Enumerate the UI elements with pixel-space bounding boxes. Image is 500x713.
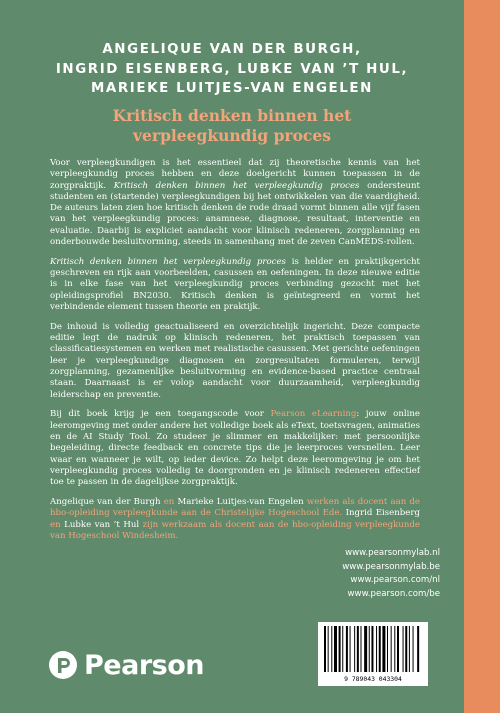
website-url[interactable]: www.pearson.com/nl xyxy=(350,575,440,586)
blurb-text xyxy=(50,158,420,551)
pearson-logo-text: Pearson xyxy=(84,649,204,681)
title-line: Kritisch denken binnen het xyxy=(112,106,352,125)
title-line: verpleegkundig proces xyxy=(133,126,331,145)
author-line: MARIEKE LUITJES-VAN ENGELEN xyxy=(91,81,373,96)
website-url[interactable]: www.pearsonmylab.be xyxy=(342,561,440,572)
pearson-logo-icon xyxy=(48,650,78,680)
isbn-barcode xyxy=(318,622,428,686)
website-url[interactable]: www.pearsonmylab.nl xyxy=(345,548,440,558)
paragraph-content: De inhoud is volledig geactualiseerd en overzichtelijk ingericht. Deze compacte editie legt de nadruk op klinisch redeneren, het praktisch toepassen van classificatiesystemen en werken met realistische casussen. Met gerichte oefeningen leer je verpleegkundige diagnosen en zorgresultaten formuleren, terwijl zorgplanning, gezamenlijke besluitvorming en evidence-based practice centraal staan. Daarnaast is er volop aandacht voor duurzaamheid, verpleegkundig leiderschap en preventie. xyxy=(50,321,420,400)
author-line: ANGELIQUE VAN DER BURGH, xyxy=(102,42,362,57)
barcode-bars xyxy=(324,626,422,672)
book-title xyxy=(0,106,464,146)
isbn-number: 9 789043 043304 xyxy=(344,675,402,683)
author-line: INGRID EISENBERG, LUBKE VAN ’T HUL, xyxy=(55,61,409,77)
paragraph-elearning: Bij dit boek krijg je een toegangscode voor Pearson eLearning: jouw online leeromgeving met onder andere het volledige boek als eText, toetsvragen, animaties en de AI Study Tool. Zo studeer je slimmer en makkelijker: met persoonlijke begeleiding, directe feedback en concrete tips die je leerproces versnellen. Leer waar en wanneer je wilt, op ieder device. Zo helpt deze leeromgeving je om het verpleegkundig proces volledig te doorgronden en je klinisch redeneren effectief toe te passen in de dagelijkse zorgpraktijk. xyxy=(50,409,420,488)
pearson-logo xyxy=(48,648,204,682)
author-names xyxy=(0,40,464,99)
paragraph-edition: Kritisch denken binnen het verpleegkundig proces is helder en praktijkgericht geschreven en rijk aan voorbeelden, casussen en oefeningen. In deze nieuwe editie is in elke fase van het verpleegkundig proces verbinding gezocht met het opleidingsprofiel BN2030. Kritisch denken is geïntegreerd en vormt het verbindende element tussen theorie en praktijk. xyxy=(50,256,421,313)
website-url[interactable]: www.pearson.com/be xyxy=(347,588,440,599)
paragraph-authors-bio: Angelique van der Burgh en Marieke Luitjes-van Engelen werken als docent aan de hbo-opleiding verpleegkunde aan de Christelijke Hogeschool Ede. Ingrid Eisenberg en Lubke van ’t Hul zijn werkzaam als docent aan de hbo-opleiding verpleegkunde van Hogeschool Windesheim. xyxy=(50,497,421,541)
pearson-elearning-link[interactable]: Pearson eLearning xyxy=(270,409,357,420)
website-list xyxy=(300,547,440,601)
orange-side-stripe xyxy=(464,0,500,713)
paragraph-intro: Voor verpleegkundigen is het essentieel dat zij theoretische kennis van het verpleegkundig proces hebben en deze doelgericht kunnen toepassen in de zorgpraktijk. Kritisch denken binnen het verpleegkundig proces ondersteunt studenten en (startende) verpleegkundigen bij het ontwikkelen van die vaardigheid. De auteurs laten zien hoe kritisch denken de rode draad vormt binnen alle vijf fasen van het verpleegkundig proces: anamnese, diagnose, resultaat, interventie en evaluatie. Daarbij is expliciet aandacht voor klinisch redeneren, zorgplanning en onderbouwde besluitvorming, steeds in samenhang met de zeven CanMEDS-rollen. xyxy=(50,158,421,248)
